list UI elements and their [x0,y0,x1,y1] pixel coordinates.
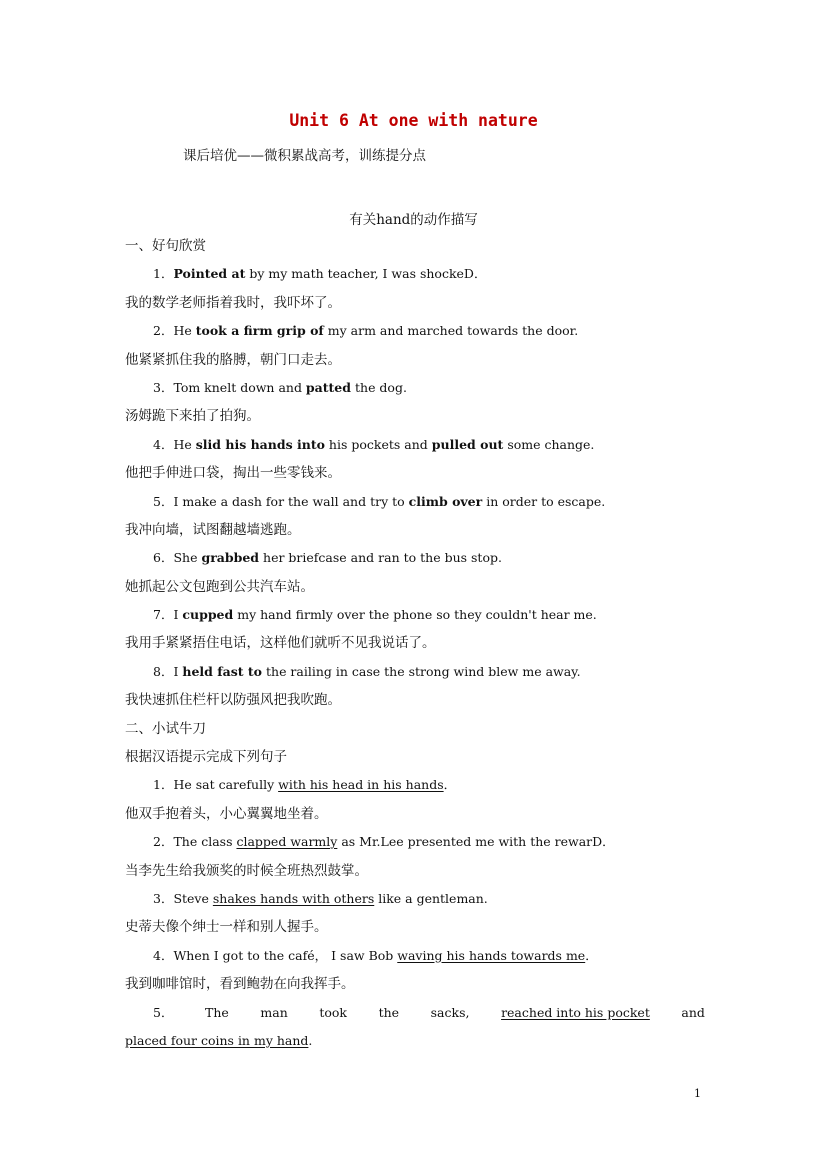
exercise-zh-4: 我到咖啡馆时，看到鲍勃在向我挥手。 [125,976,355,993]
sentence-en-7: 7．I cupped my hand firmly over the phone so they couldn't hear me. [153,607,597,623]
section2-instruction: 根据汉语提示完成下列句子 [125,749,287,766]
sentence-en-6: 6．She grabbed her briefcase and ran to the bus stop. [153,550,502,566]
bold-phrase: grabbed [201,550,260,566]
exercise-en-3: 3．Steve shakes hands with others like a gentleman. [153,890,488,906]
sentence-zh-1: 我的数学老师指着我时，我吓坏了。 [125,294,341,311]
bold-phrase: held fast to [182,663,263,679]
answer-text: waving his hands towards me [397,947,586,963]
exercise-zh-2: 当李先生给我颁奖的时候全班热烈鼓掌。 [125,862,368,879]
exercise-en-5: 5． The man took the sacks, reached into his pocket and [125,1003,705,1031]
bold-phrase: Pointed at [173,266,246,282]
exercise-zh-1: 他双手抱着头，小心翼翼地坐着。 [125,805,328,822]
document-body [125,236,705,1059]
sentence-zh-6: 她抓起公文包跑到公共汽车站。 [125,578,314,595]
sentence-en-3: 3．Tom knelt down and patted the dog. [153,379,407,395]
document-title: Unit 6 At one with nature [289,111,538,130]
bold-phrase: slid his hands into [195,436,325,452]
answer-text: with his head in his hands [278,777,444,793]
sentence-en-2: 2．He took a firm grip of my arm and marched towards the door. [153,323,579,339]
sentence-zh-8: 我快速抓住栏杆以防强风把我吹跑。 [125,692,341,709]
page-number: 1 [694,1087,701,1100]
bold-phrase: cupped [182,607,234,623]
sentence-zh-3: 汤姆跪下来拍了拍狗。 [125,408,260,425]
answer-text: clapped warmly [236,834,338,850]
sentence-zh-2: 他紧紧抓住我的胳膊，朝门口走去。 [125,351,341,368]
section2-title: 二、小试牛刀 [125,720,206,737]
exercise-zh-3: 史蒂夫像个绅士一样和别人握手。 [125,919,328,936]
answer-text: shakes hands with others [212,890,375,906]
answer-text: placed four coins in my hand [125,1032,309,1048]
answer-text: reached into his pocket [501,1004,650,1020]
sentence-en-1: 1．Pointed at by my math teacher, I was shockeD． [153,266,487,282]
exercise-en-1: 1．He sat carefully with his head in his hands． [153,777,457,793]
sentence-en-8: 8．I held fast to the railing in case the strong wind blew me away. [153,663,581,679]
exercise-en-5-cont: placed four coins in my hand. [125,1032,313,1048]
sentence-zh-7: 我用手紧紧捂住电话，这样他们就听不见我说话了。 [125,635,436,652]
bold-phrase: took a firm grip of [195,323,324,339]
section1-title: 一、好句欣赏 [125,238,206,254]
bold-phrase: patted [305,379,352,395]
section-heading: 有关hand的动作描写 [349,212,478,228]
bold-phrase: pulled out [431,436,504,452]
sentence-zh-5: 我冲向墙，试图翻越墙逃跑。 [125,521,301,538]
sentence-zh-4: 他把手伸进口袋，掏出一些零钱来。 [125,465,341,482]
sentence-en-5: 5．I make a dash for the wall and try to climb over in order to escape. [153,493,606,509]
exercise-en-2: 2．The class clapped warmly as Mr.Lee presented me with the rewarD． [153,834,615,850]
sentence-en-4: 4．He slid his hands into his pockets and pulled out some change. [153,436,595,452]
exercise-en-4: 4．When I got to the café， I saw Bob waving his hands towards me． [153,947,598,963]
bold-phrase: climb over [408,493,483,509]
document-subtitle: 课后培优——微积累战高考，训练提分点 [183,148,426,164]
